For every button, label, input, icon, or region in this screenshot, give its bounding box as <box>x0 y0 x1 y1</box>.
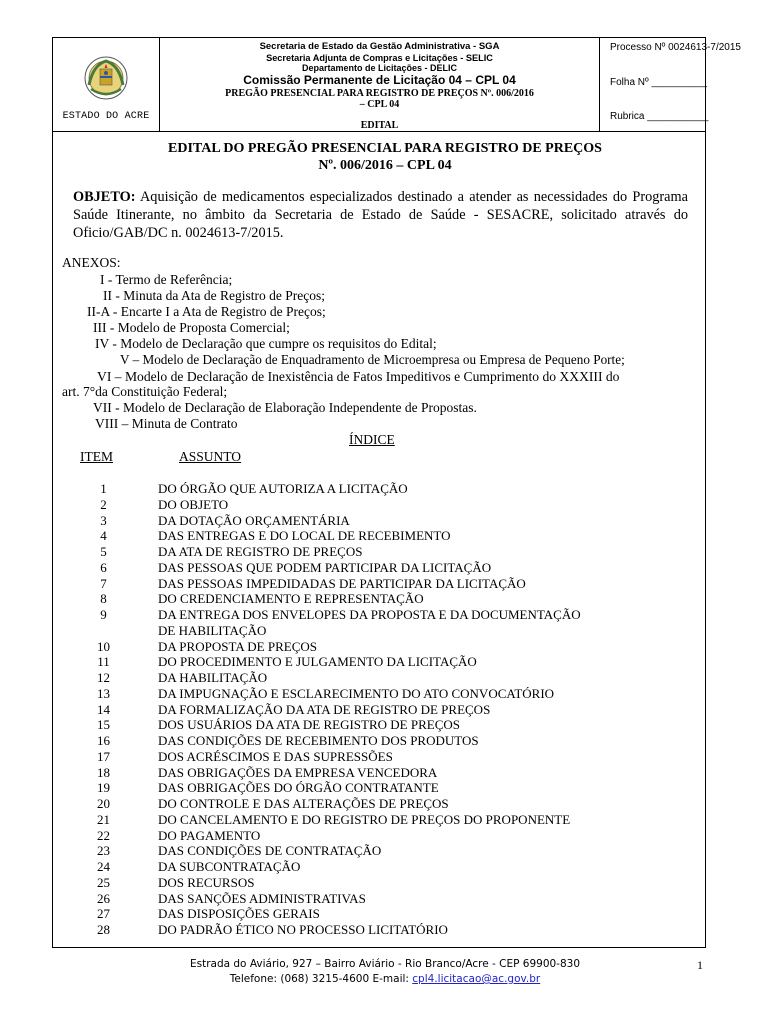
index-item-number: 13 <box>97 685 110 701</box>
index-item-subject: DO PAGAMENTO <box>158 827 261 843</box>
index-item-number: 17 <box>97 748 110 764</box>
anexo-item-continuation: art. 7°da Constituição Federal; <box>62 384 228 399</box>
index-item-number: 11 <box>97 654 110 670</box>
index-item-number: 26 <box>97 890 110 906</box>
index-item-number: 4 <box>100 528 107 544</box>
state-name: ESTADO DO ACRE <box>62 111 150 122</box>
footer-address: Estrada do Aviário, 927 – Bairro Aviário - Rio Branco/Acre - CEP 69900-830 <box>189 958 581 970</box>
index-item-subject: DO PADRÃO ÉTICO NO PROCESSO LICITATÓRIO <box>158 922 448 937</box>
index-item-number: 15 <box>97 717 110 733</box>
page-number: 1 <box>697 958 703 972</box>
index-item-subject: DAS CONDIÇÕES DE RECEBIMENTO DOS PRODUTOS <box>158 733 479 748</box>
header-logo-cell <box>53 38 160 131</box>
doc-type: EDITAL <box>360 120 399 131</box>
index-item-subject: DAS ENTREGAS E DO LOCAL DE RECEBIMENTO <box>158 528 451 544</box>
anexo-item: IV - Modelo de Declaração que cumpre os requisitos do Edital; <box>95 336 437 351</box>
index-item-subject: DAS DISPOSIÇÕES GERAIS <box>158 906 320 922</box>
anexo-item: I - Termo de Referência; <box>100 272 233 287</box>
org-line-selic: Secretaria Adjunta de Compras e Licitações - SELIC <box>266 53 493 63</box>
index-item-subject: DO OBJETO <box>158 496 229 512</box>
index-item-number: 24 <box>97 859 110 874</box>
index-item-subject: DA ATA DE REGISTRO DE PREÇOS <box>158 544 363 559</box>
document-header <box>52 37 741 132</box>
rubrica-field: Rubrica ___________ <box>610 111 709 122</box>
index-item-subject: DA IMPUGNAÇÃO E ESCLARECIMENTO DO ATO CONVOCATÓRIO <box>158 685 555 701</box>
folha-field: Folha Nº __________ <box>610 77 708 88</box>
index-item-number: 21 <box>97 811 110 827</box>
footer-phone: Telefone: (068) 3215-4600 E-mail: <box>229 973 413 985</box>
index-item-subject: DOS RECURSOS <box>158 874 255 890</box>
index-item-number: 18 <box>97 764 110 780</box>
index-item-number: 9 <box>100 607 107 622</box>
document-title-line2: Nº. 006/2016 – CPL 04 <box>318 158 452 173</box>
index-item-subject: DAS CONDIÇÕES DE CONTRATAÇÃO <box>158 843 382 859</box>
pregao-line2: – CPL 04 <box>359 99 400 110</box>
anexo-item: VII - Modelo de Declaração de Elaboração Independente de Propostas. <box>93 400 477 415</box>
anexos-label: ANEXOS: <box>62 255 121 270</box>
index-item-number: 3 <box>100 512 107 528</box>
index-item-subject: DA HABILITAÇÃO <box>158 670 268 685</box>
index-item-subject: DO CONTROLE E DAS ALTERAÇÕES DE PREÇOS <box>158 796 449 811</box>
index-item-number: 20 <box>97 796 110 811</box>
pregao-line1: PREGÃO PRESENCIAL PARA REGISTRO DE PREÇOS Nº. 006/2016 <box>225 88 534 99</box>
objeto-text: Aquisição de medicamentos especializados destinado a atender as necessidades do Programa Saúde Itinerante, no âmbito da Secretaria de Estado de Saúde - SESACRE, solicitado através do Oficio/GAB/DC n. 0024613-7/2015. <box>73 189 688 241</box>
index-item-number: 8 <box>100 591 107 607</box>
index-item-subject: DO PROCEDIMENTO E JULGAMENTO DA LICITAÇÃO <box>158 654 477 670</box>
index-item-number: 7 <box>100 575 107 591</box>
anexo-item: II-A - Encarte I a Ata de Registro de Preços; <box>87 304 326 319</box>
index-item-number: 19 <box>97 780 110 796</box>
index-item-number: 2 <box>100 496 107 512</box>
index-item-number: 25 <box>97 874 110 890</box>
objeto-label: OBJETO: <box>73 189 136 205</box>
index-item-number: 23 <box>97 843 110 859</box>
index-item-subject: DO CREDENCIAMENTO E REPRESENTAÇÃO <box>158 591 424 607</box>
index-item-subject: DOS ACRÉSCIMOS E DAS SUPRESSÕES <box>158 748 393 764</box>
index-item-number: 1 <box>100 481 107 496</box>
index-item-number: 12 <box>97 670 110 685</box>
column-header-assunto: ASSUNTO <box>179 449 242 464</box>
anexo-item: VIII – Minuta de Contrato <box>95 416 238 431</box>
document-title-line1: EDITAL DO PREGÃO PRESENCIAL PARA REGISTRO DE PREÇOS <box>168 141 602 156</box>
acre-coat-of-arms-icon <box>83 55 129 101</box>
column-header-item: ITEM <box>80 449 113 464</box>
index-item-subject: DAS OBRIGAÇÕES DO ÓRGÃO CONTRATANTE <box>158 780 439 796</box>
processo-number: Processo Nº 0024613-7/2015 <box>610 42 741 53</box>
footer-contact <box>0 973 770 985</box>
index-item-number: 22 <box>97 827 110 843</box>
indice-heading: ÍNDICE <box>349 432 395 447</box>
index-item-subject: DA DOTAÇÃO ORÇAMENTÁRIA <box>158 512 350 528</box>
index-item-number: 14 <box>97 701 110 717</box>
org-line-sga: Secretaria de Estado da Gestão Administrativa - SGA <box>259 41 500 52</box>
index-item-subject: DE HABILITAÇÃO <box>158 622 267 638</box>
header-organization-cell <box>160 38 600 131</box>
index-item-subject: DA SUBCONTRATAÇÃO <box>158 859 301 874</box>
index-item-subject: DO CANCELAMENTO E DO REGISTRO DE PREÇOS DO PROPONENTE <box>158 811 571 827</box>
objeto-paragraph <box>73 188 688 242</box>
index-item-subject: DAS PESSOAS QUE PODEM PARTICIPAR DA LICITAÇÃO <box>158 559 492 575</box>
index-item-subject: DA ENTREGA DOS ENVELOPES DA PROPOSTA E DA DOCUMENTAÇÃO <box>158 607 581 622</box>
index-item-subject: DO ÓRGÃO QUE AUTORIZA A LICITAÇÃO <box>158 481 408 496</box>
commission-name: Comissão Permanente de Licitação 04 – CPL 04 <box>243 73 516 87</box>
index-item-number: 10 <box>97 638 110 654</box>
index-item-number: 27 <box>97 906 110 922</box>
index-item-number: 28 <box>97 922 110 937</box>
index-item-subject: DA FORMALIZAÇÃO DA ATA DE REGISTRO DE PREÇOS <box>158 701 491 717</box>
anexo-item: II - Minuta da Ata de Registro de Preços; <box>103 288 325 303</box>
footer-email-link[interactable]: cpl4.licitacao@ac.gov.br <box>412 973 541 985</box>
org-line-delic: Departamento de Licitações - DELIC <box>301 63 458 73</box>
anexo-item: III - Modelo de Proposta Comercial; <box>93 320 290 335</box>
index-item-subject: DOS USUÁRIOS DA ATA DE REGISTRO DE PREÇOS <box>158 717 460 733</box>
index-item-number: 16 <box>97 733 110 748</box>
index-item-subject: DAS SANÇÕES ADMINISTRATIVAS <box>158 890 366 906</box>
index-item-number: 5 <box>100 544 107 559</box>
index-item-subject: DAS OBRIGAÇÕES DA EMPRESA VENCEDORA <box>158 764 438 780</box>
anexo-item: V – Modelo de Declaração de Enquadramento de Microempresa ou Empresa de Pequeno Porte; <box>120 352 625 367</box>
anexo-item: VI – Modelo de Declaração de Inexistência de Fatos Impeditivos e Cumprimento do XXXIII do <box>97 369 620 384</box>
index-item-subject: DA PROPOSTA DE PREÇOS <box>158 638 317 654</box>
index-item-subject: DAS PESSOAS IMPEDIDADAS DE PARTICIPAR DA LICITAÇÃO <box>158 575 526 591</box>
index-item-number: 6 <box>100 559 107 575</box>
header-process-cell <box>600 38 741 131</box>
